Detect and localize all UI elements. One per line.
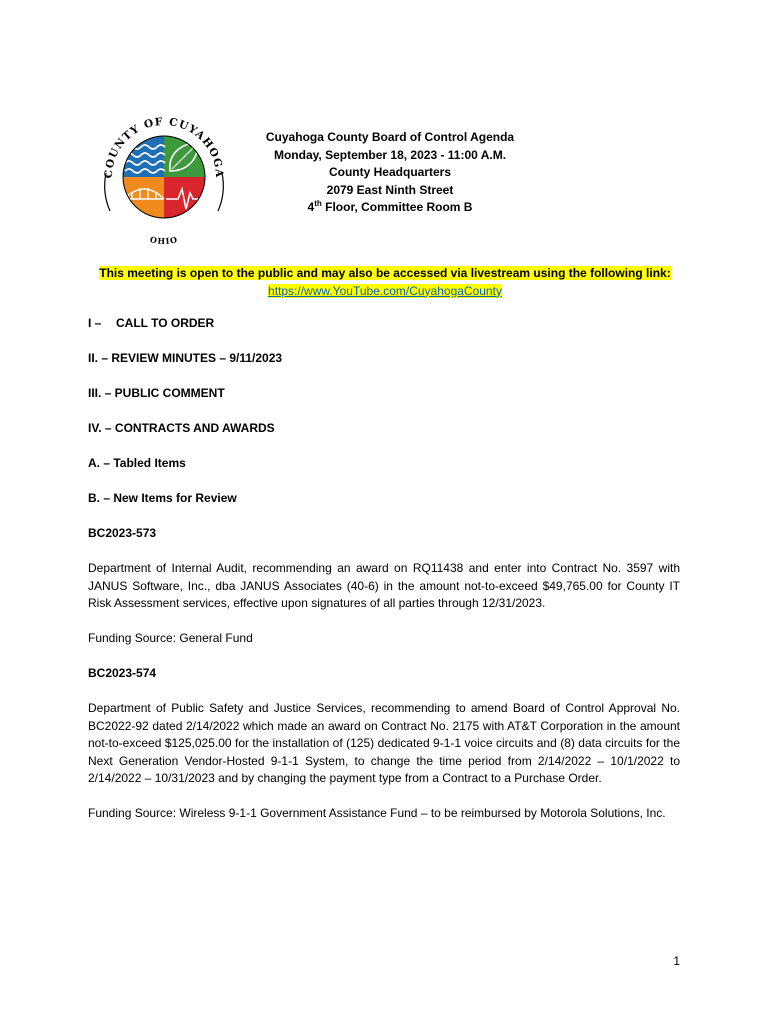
item-id: BC2023-573 (88, 526, 157, 540)
agenda-item-contracts-awards: IV. – CONTRACTS AND AWARDS (88, 421, 275, 435)
header-address: 2079 East Ninth Street (326, 182, 454, 197)
page-number: 1 (673, 954, 680, 968)
header-room: 4th Floor, Committee Room B (307, 199, 473, 214)
seal-ring-top-text: COUNTY OF CUYAHOGA (102, 115, 226, 179)
agenda-header (230, 129, 550, 217)
item-funding-source: Funding Source: General Fund (88, 631, 253, 645)
item-id: BC2023-574 (88, 666, 157, 680)
notice-text: This meeting is open to the public and may also be accessed via livestream using the following link: (99, 266, 671, 280)
agenda-body (88, 315, 680, 823)
item-description: Department of Public Safety and Justice Services, recommending to amend Board of Control Approval No. BC2022-92 dated 2/14/2022 which made an award on Contract No. 2175 with AT&T Corporation in the amount not-to-exceed $125,025.00 for the installation of (125) dedicated 9-1-1 voice circuits and (8) data circuits for the Next Generation Vendor-Hosted 9-1-1 System, to change the time period from 2/14/2022 – 10/1/2022 to 2/14/2022 – 10/31/2023 and by changing the payment type from a Contract to a Purchase Order. (88, 701, 680, 785)
seal-ring-bottom-text: OHIO (149, 234, 179, 247)
item-funding-source: Funding Source: Wireless 9-1-1 Government Assistance Fund – to be reimbursed by Motorola Solutions, Inc. (88, 806, 666, 820)
agenda-item-public-comment: III. – PUBLIC COMMENT (88, 386, 225, 400)
agenda-item-call-to-order: I – CALL TO ORDER (88, 316, 215, 330)
livestream-link[interactable]: https://www.YouTube.com/CuyahogaCounty (268, 283, 502, 298)
livestream-notice (60, 265, 710, 300)
header-title: Cuyahoga County Board of Control Agenda (265, 130, 515, 144)
agenda-item-new-items: B. – New Items for Review (88, 491, 237, 505)
bridge-quadrant (123, 177, 164, 218)
agenda-item-tabled: A. – Tabled Items (88, 456, 186, 470)
svg-text:OHIO (149, 234, 179, 246)
header-location: County Headquarters (328, 165, 452, 179)
item-description: Department of Internal Audit, recommending an award on RQ11438 and enter into Contract No. 3597 with JANUS Software, Inc., dba JANUS Associates (40-6) in the amount not-to-exceed $49,765.00 for County IT Risk Assessment services, effective upon signatures of all parties through 12/31/2023. (88, 561, 680, 610)
agenda-item-review-minutes: II. – REVIEW MINUTES – 9/11/2023 (88, 351, 283, 365)
header-date-time: Monday, September 18, 2023 - 11:00 A.M. (273, 147, 507, 162)
cuyahoga-county-seal-logo (98, 103, 230, 253)
